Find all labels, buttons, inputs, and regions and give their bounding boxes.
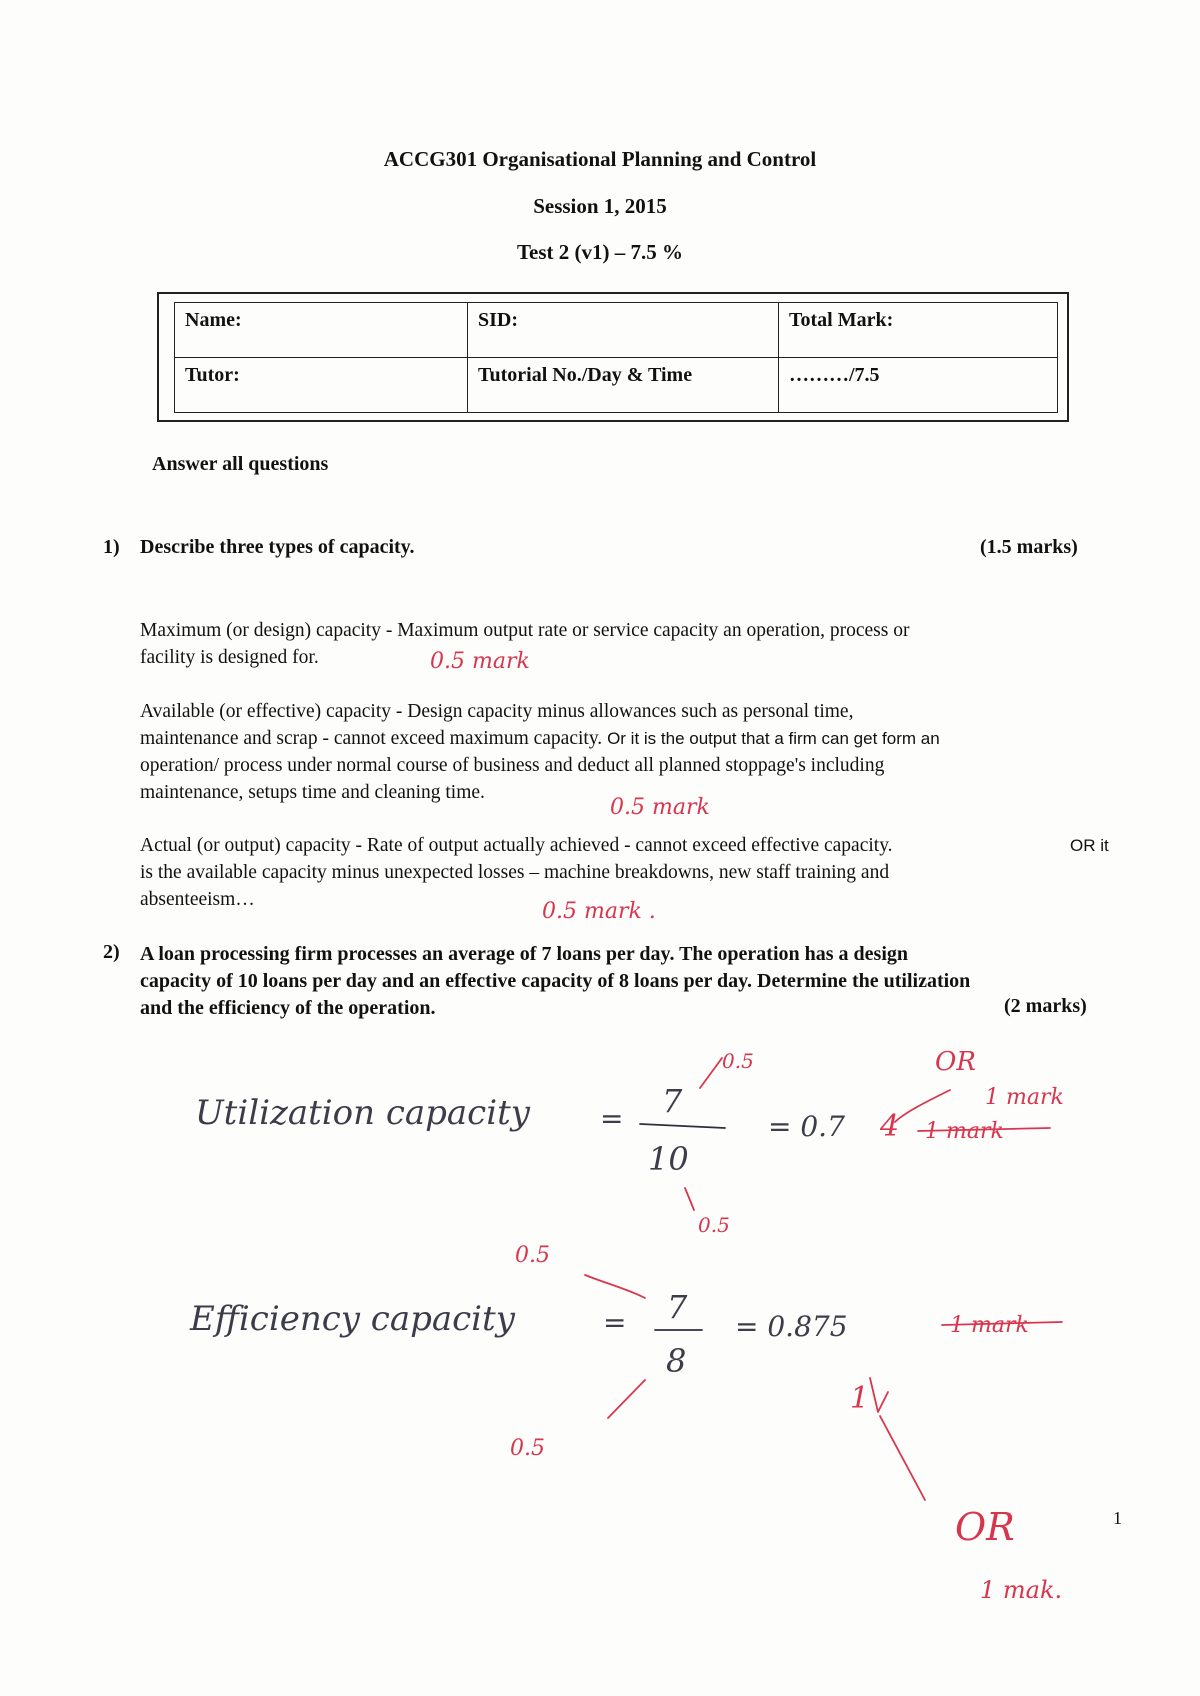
util-equals: = (600, 1102, 624, 1135)
q2-line: A loan processing firm processes an average of 7 loans per day. The operation has a design (140, 943, 909, 965)
sid-field-label: SID: (468, 303, 779, 358)
util-denominator: 10 (648, 1140, 689, 1178)
q2-line: and the efficiency of the operation. (140, 997, 436, 1019)
q1-text: Describe three types of capacity. (140, 536, 415, 558)
util-fraction-bar (640, 1124, 725, 1128)
answer-line: Available (or effective) capacity - Design capacity minus allowances such as personal time, (140, 701, 854, 722)
q2-number: 2) (103, 941, 120, 963)
red-mark-half-c: 0.5 (515, 1243, 550, 1268)
red-pointer-stroke (870, 1378, 925, 1500)
answer-line: operation/ process under normal course of business and deduct all planned stoppage's including (140, 755, 885, 776)
total-mark-label: Total Mark: (779, 303, 1058, 358)
total-mark-value: ………/7.5 (779, 358, 1058, 413)
util-result-digit: 4 (880, 1109, 900, 1144)
tutorial-field-label: Tutorial No./Day & Time (468, 358, 779, 413)
red-mark-half-d: 0.5 (510, 1436, 545, 1461)
util-label: Utilization capacity (195, 1093, 530, 1133)
q1-mark-2: 0.5 mark (610, 795, 710, 820)
answer-3-extra-text: OR it (1070, 836, 1109, 855)
util-result: = 0.7 (768, 1110, 845, 1143)
red-pointer-stroke (585, 1275, 645, 1298)
session-line: Session 1, 2015 (533, 194, 667, 218)
q1-marks: (1.5 marks) (980, 536, 1078, 558)
red-tick-stroke (685, 1188, 694, 1210)
answer-line: Actual (or output) capacity - Rate of output actually achieved - cannot exceed effective capacity. (140, 835, 893, 856)
test-line: Test 2 (v1) – 7.5 % (516, 240, 684, 264)
answer-extra-text: Or it is the output that a firm can get form an (607, 729, 940, 748)
red-handwritten-one: 1 (850, 1381, 870, 1416)
red-one-mark-bottom: 1 mak. (980, 1576, 1063, 1604)
answer-line: facility is designed for. (140, 647, 319, 668)
page-number: 1 (1113, 1508, 1122, 1528)
red-mark-half-a: 0.5 (722, 1049, 754, 1073)
red-struck-mark-eff: 1 mark (950, 1313, 1029, 1338)
eff-label: Efficiency capacity (190, 1299, 515, 1339)
red-mark-half-b: 0.5 (698, 1213, 730, 1237)
red-or-top: OR (935, 1047, 976, 1077)
q2-line: capacity of 10 loans per day and an effective capacity of 8 loans per day. Determine the utilization (140, 970, 971, 992)
answer-line-text: maintenance and scrap - cannot exceed maximum capacity. (140, 728, 603, 749)
red-one-mark-top: 1 mark (985, 1085, 1064, 1110)
instructions: Answer all questions (152, 453, 329, 475)
course-title: ACCG301 Organisational Planning and Control (383, 147, 817, 171)
name-field-label: Name: (175, 303, 468, 358)
red-or-bottom: OR (955, 1505, 1015, 1549)
answer-line: is the available capacity minus unexpected losses – machine breakdowns, new staff training and (140, 862, 890, 883)
red-pointer-stroke (608, 1380, 645, 1418)
eff-numerator: 7 (667, 1288, 688, 1326)
eff-equals: = (603, 1306, 627, 1339)
tutor-field-label: Tutor: (175, 358, 468, 413)
q1-mark-3: 0.5 mark . (542, 899, 656, 924)
red-tick-stroke (700, 1058, 722, 1088)
util-numerator: 7 (662, 1082, 683, 1120)
eff-denominator: 8 (666, 1342, 687, 1380)
answer-line: absenteeism… (140, 889, 255, 910)
q2-marks: (2 marks) (1004, 995, 1087, 1017)
answer-line: Maximum (or design) capacity - Maximum output rate or service capacity an operation, process or (140, 620, 910, 641)
q1-number: 1) (103, 536, 120, 558)
red-struck-mark-top: 1 mark (925, 1119, 1004, 1144)
q1-mark-1: 0.5 mark (430, 649, 530, 674)
eff-result: = 0.875 (735, 1310, 848, 1343)
red-pointer-stroke (895, 1090, 950, 1122)
answer-line: maintenance, setups time and cleaning time. (140, 782, 485, 803)
